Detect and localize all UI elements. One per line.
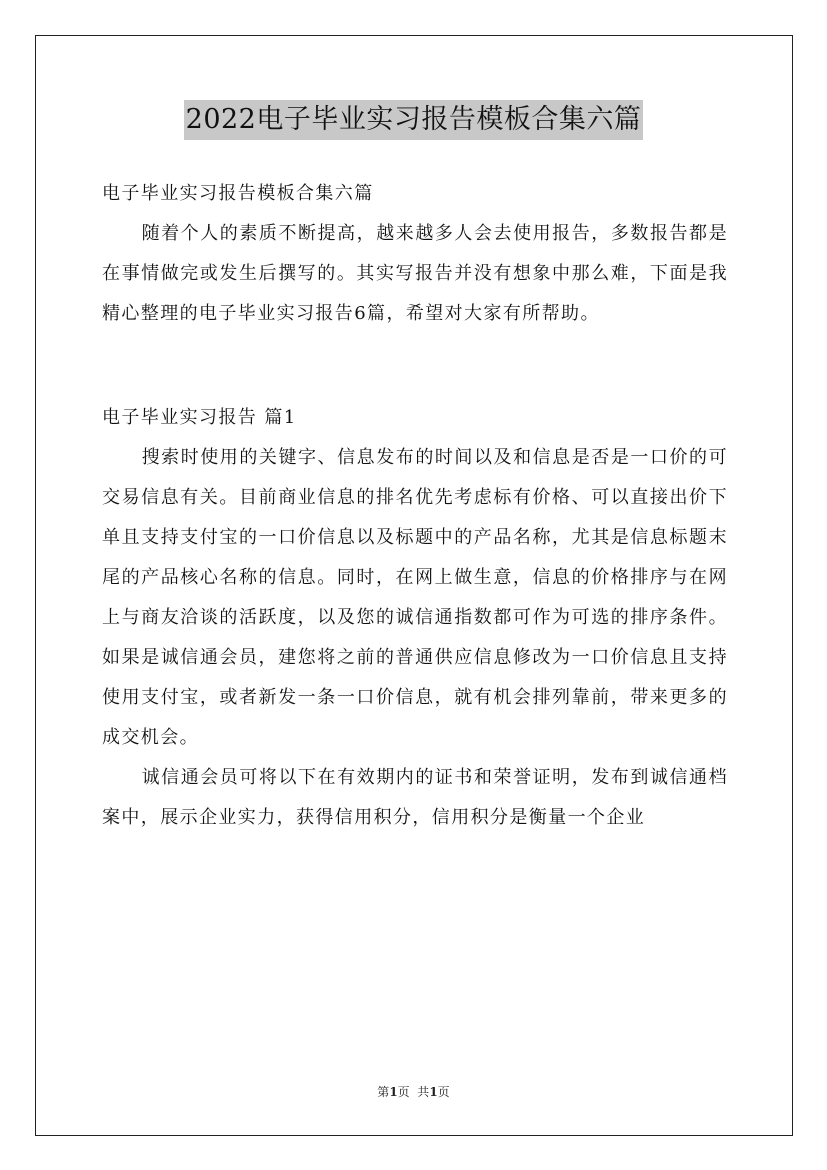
document-body: [102, 174, 728, 838]
page-footer: [0, 1084, 827, 1100]
intro-paragraph: 随着个人的素质不断提高，越来越多人会去使用报告，多数报告都是在事情做完或发生后撰写的。其实写报告并没有想象中那么难，下面是我精心整理的电子毕业实习报告6篇，希望对大家有所帮助。: [102, 223, 728, 324]
section-heading: 电子毕业实习报告 篇1: [102, 407, 297, 428]
footer-page-mid: 页 共: [397, 1085, 430, 1099]
body-paragraph-1: 搜索时使用的关键字、信息发布的时间以及和信息是否是一口价的可交易信息有关。目前商业信息的排名优先考虑标有价格、可以直接出价下单且支持支付宝的一口价信息以及标题中的产品名称，尤其是信息标题末尾的产品核心名称的信息。同时，在网上做生意，信息的价格排序与在网上与商友洽谈的活跃度，以及您的诚信通指数都可作为可选的排序条件。如果是诚信通会员，建您将之前的普通供应信息修改为一口价信息且支持使用支付宝，或者新发一条一口价信息，就有机会排列靠前，带来更多的成交机会。: [102, 447, 728, 748]
section-spacer: [102, 334, 728, 398]
body-paragraph-2: 诚信通会员可将以下在有效期内的证书和荣誉证明，发布到诚信通档案中，展示企业实力，获得信用积分，信用积分是衡量一个企业: [102, 767, 728, 828]
title-container: [0, 100, 827, 140]
footer-total-pages: 1: [429, 1085, 438, 1099]
footer-page-prefix: 第: [377, 1085, 390, 1099]
document-subtitle: 电子毕业实习报告模板合集六篇: [102, 183, 374, 204]
footer-page-suffix: 页: [437, 1085, 450, 1099]
footer-current-page: 1: [389, 1085, 398, 1099]
document-title: 2022电子毕业实习报告模板合集六篇: [184, 100, 644, 140]
